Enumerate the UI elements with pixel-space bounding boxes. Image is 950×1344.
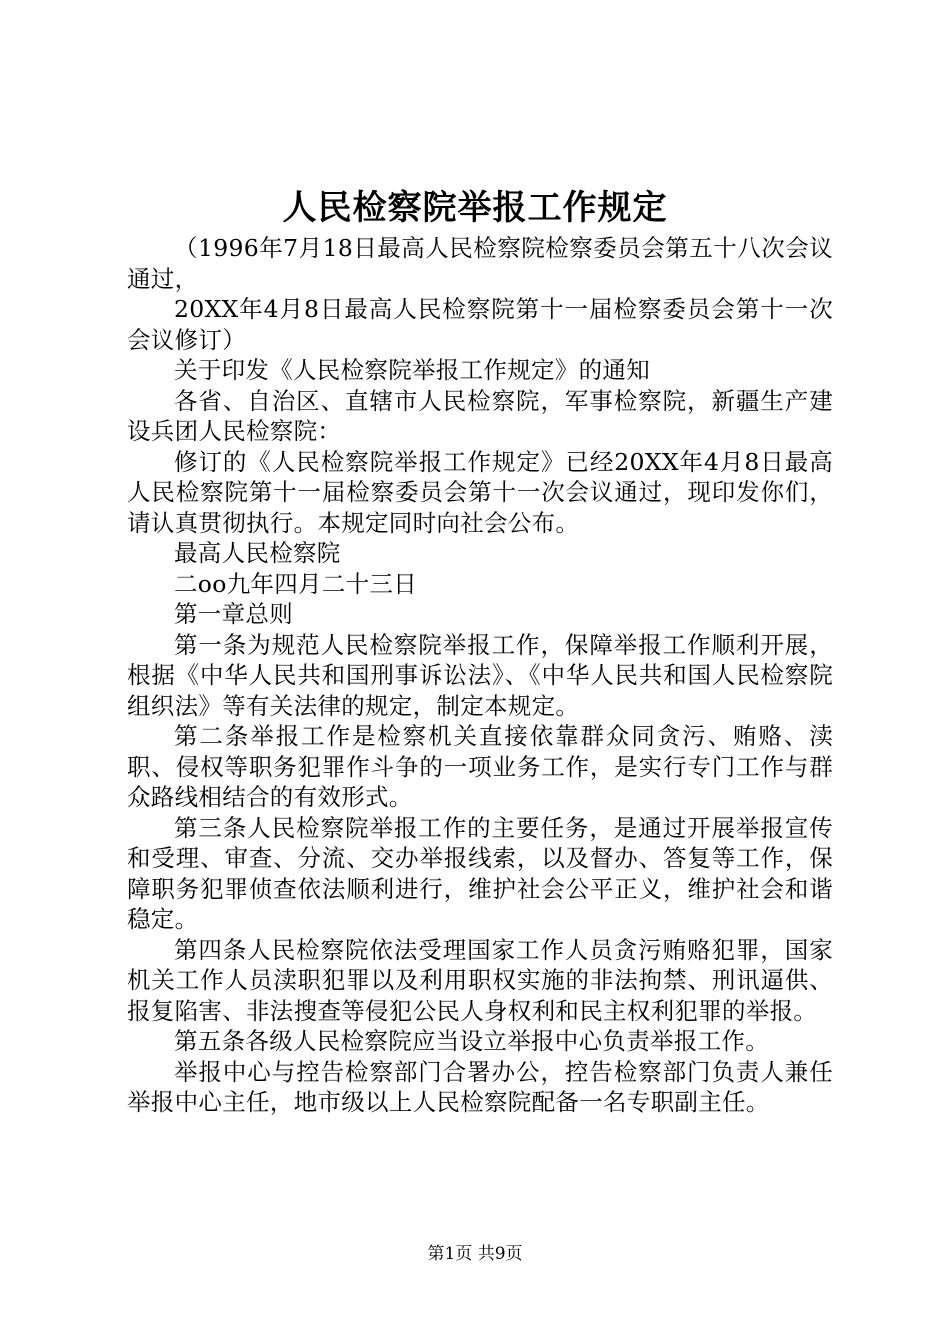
paragraph-notice-title: 关于印发《人民检察院举报工作规定》的通知 <box>174 356 650 384</box>
paragraph-notice-body: 修订的《人民检察院举报工作规定》已经20XX年4月8日最高人民检察院第十一届检察委员会第十一次会议通过，现印发你们，请认真贯彻执行。本规定同时向社会公布。 <box>127 447 833 537</box>
paragraph-revision-note: 20XX年4月8日最高人民检察院第十一届检察委员会第十一次会议修订） <box>127 295 833 354</box>
paragraph-date: 二oo九年四月二十三日 <box>174 569 418 598</box>
paragraph-article-1: 第一条为规范人民检察院举报工作，保障举报工作顺利开展，根据《中华人民共和国刑事诉讼法》、《中华人民共和国人民检察院组织法》等有关法律的规定，制定本规定。 <box>127 630 833 720</box>
paragraph-addressees: 各省、自治区、直辖市人民检察院，军事检察院，新疆生产建设兵团人民检察院： <box>127 386 833 445</box>
document-title: 人民检察院举报工作规定 <box>282 188 668 228</box>
page-number-footer: 第1页 共9页 <box>427 1244 523 1264</box>
paragraph-article-5-detail: 举报中心与控告检察部门合署办公，控告检察部门负责人兼任举报中心主任，地市级以上人民检察院配备一名专职副主任。 <box>127 1057 833 1116</box>
paragraph-article-3: 第三条人民检察院举报工作的主要任务，是通过开展举报宣传和受理、审查、分流、交办举报线索，以及督办、答复等工作，保障职务犯罪侦查依法顺利进行，维护社会公平正义，维护社会和谐稳定。 <box>127 813 833 933</box>
paragraph-article-4: 第四条人民检察院依法受理国家工作人员贪污贿赂犯罪，国家机关工作人员渎职犯罪以及利用职权实施的非法拘禁、刑讯逼供、报复陷害、非法搜查等侵犯公民人身权利和民主权利犯罪的举报。 <box>127 935 833 1025</box>
paragraph-adoption-note: （1996年7月18日最高人民检察院检察委员会第五十八次会议通过， <box>127 234 833 293</box>
document-body <box>127 233 833 1118</box>
paragraph-article-5: 第五条各级人民检察院应当设立举报中心负责举报工作。 <box>174 1027 769 1055</box>
paragraph-issuer: 最高人民检察院 <box>174 539 341 567</box>
paragraph-chapter-heading: 第一章总则 <box>174 600 293 628</box>
paragraph-article-2: 第二条举报工作是检察机关直接依靠群众同贪污、贿赂、渎职、侵权等职务犯罪作斗争的一项业务工作，是实行专门工作与群众路线相结合的有效形式。 <box>127 722 833 811</box>
